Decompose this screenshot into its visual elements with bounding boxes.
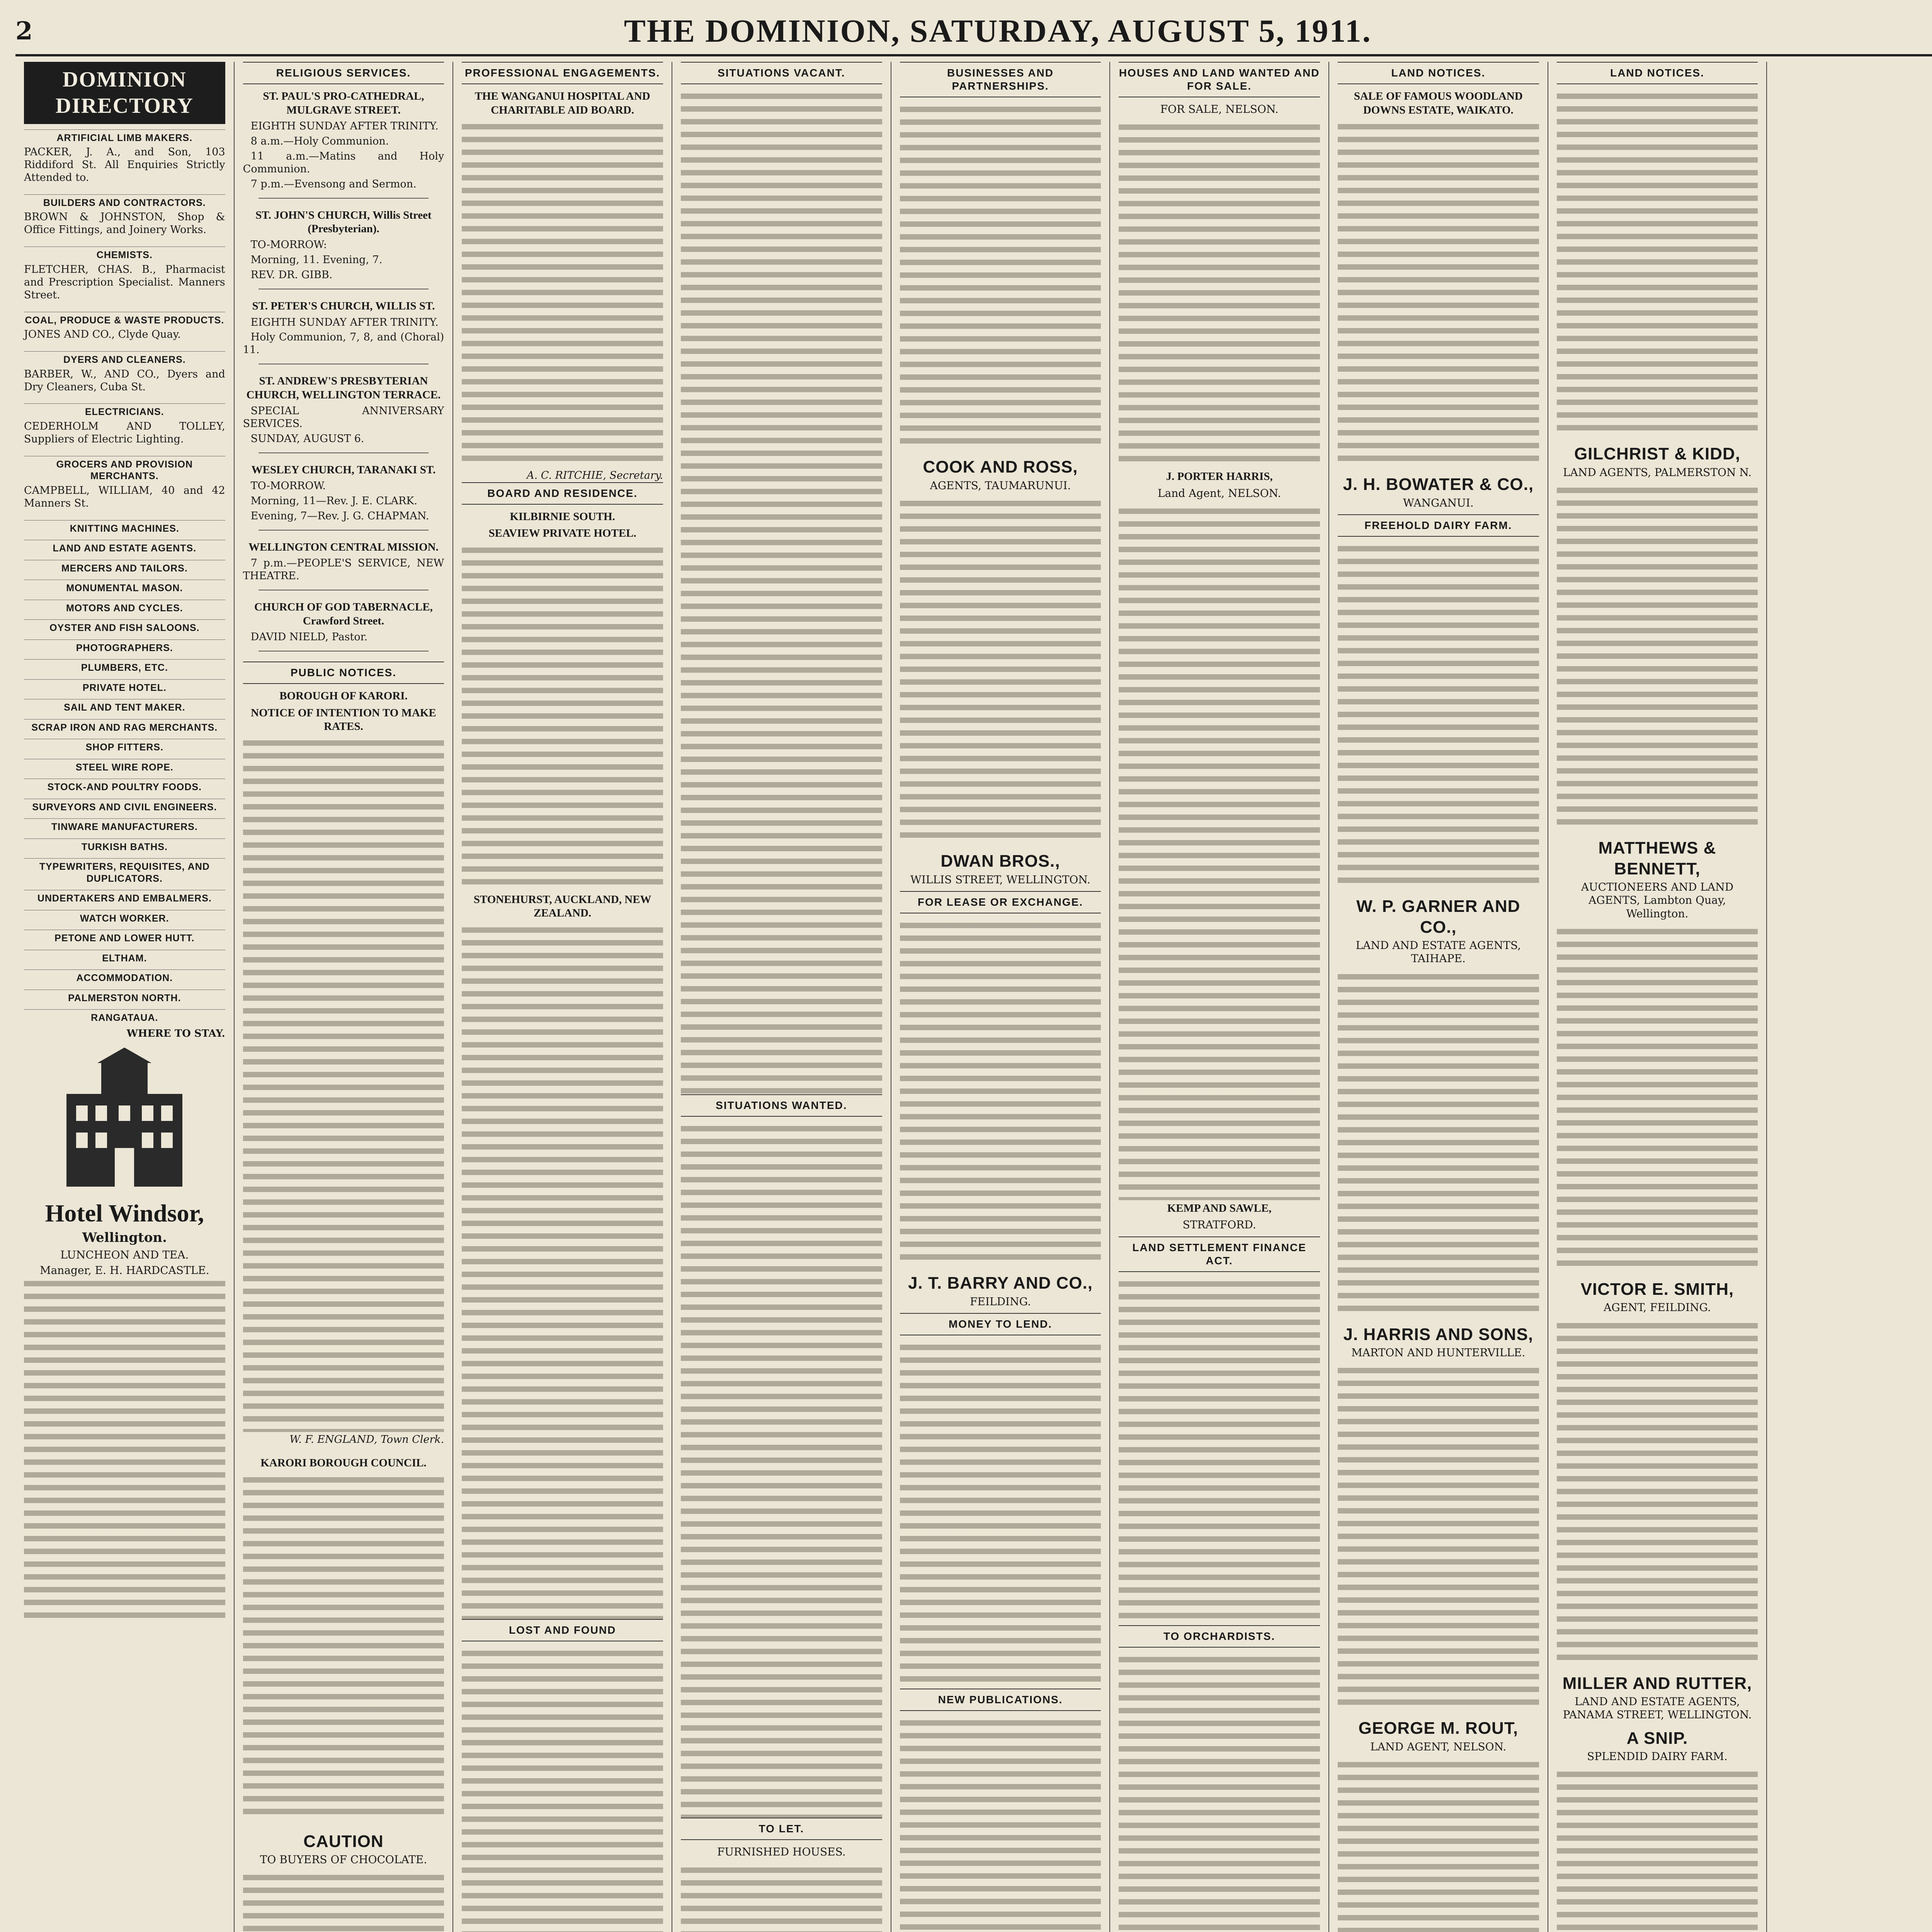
directory-category: MONUMENTAL MASON. [24, 580, 225, 594]
directory-category: RANGATAUA. [24, 1009, 225, 1024]
situations-wanted-body [681, 1122, 882, 1818]
directory-entry: JONES AND CO., Clyde Quay. [24, 328, 181, 341]
orchardists-heading: TO ORCHARDISTS. [1119, 1625, 1320, 1648]
wanganui-hospital-sign: A. C. RITCHIE, Secretary. [527, 469, 663, 481]
board-residence-body [462, 923, 663, 1619]
directory-category: SHOP FITTERS. [24, 739, 225, 753]
caution-sub: TO BUYERS OF CHOCOLATE. [260, 1853, 427, 1866]
businesses-body-2 [900, 497, 1101, 845]
garner-body [1338, 970, 1539, 1318]
matthews-name: MATTHEWS & BENNETT, [1598, 838, 1716, 878]
service-line: TO-MORROW: [250, 239, 327, 251]
situations-vacant-body [681, 90, 882, 1094]
harris-body [1338, 1364, 1539, 1712]
kilbirnie-title: KILBIRNIE SOUTH. [510, 510, 615, 523]
columns [15, 62, 1932, 1932]
religious-list [243, 90, 444, 651]
directory-category: SURVEYORS AND CIVIL ENGINEERS. [24, 799, 225, 813]
rout-name: GEORGE M. ROUT, [1358, 1719, 1519, 1738]
garner-sub: LAND AND ESTATE AGENTS, TAIHAPE. [1355, 939, 1521, 965]
service-line: EIGHTH SUNDAY AFTER TRINITY. [250, 120, 439, 132]
directory-category: PETONE AND LOWER HUTT. [24, 930, 225, 944]
directory-category: CHEMISTS. [24, 247, 225, 261]
stonehurst-title: STONEHURST, AUCKLAND, NEW ZEALAND. [473, 893, 651, 920]
directory-category: SCRAP IRON AND RAG MERCHANTS. [24, 719, 225, 734]
directory-category: ACCOMMODATION. [24, 969, 225, 984]
directory-category: STEEL WIRE ROPE. [24, 759, 225, 774]
where-to-stay: WHERE TO STAY. [126, 1027, 225, 1039]
directory-category: OYSTER AND FISH SALOONS. [24, 619, 225, 634]
lease-exchange-heading: FOR LEASE OR EXCHANGE. [900, 891, 1101, 913]
service-line: 7 p.m.—PEOPLE'S SERVICE, NEW THEATRE. [243, 557, 444, 582]
column-situations [672, 62, 891, 1932]
directory-category: BUILDERS AND CONTRACTORS. [24, 194, 225, 209]
directory-category: WATCH WORKER. [24, 910, 225, 925]
column-land-notices-1 [1329, 62, 1548, 1932]
board-residence-heading: BOARD AND RESIDENCE. [462, 482, 663, 505]
column-religious [235, 62, 454, 1932]
cook-ross-name: COOK AND ROSS, [923, 457, 1078, 477]
bowater-name: J. H. BOWATER & CO., [1343, 474, 1534, 494]
harris-sub: MARTON AND HUNTERVILLE. [1351, 1346, 1526, 1359]
barry-sub: FEILDING. [970, 1295, 1031, 1308]
directory-category: MERCERS AND TAILORS. [24, 560, 225, 575]
service-line: DAVID NIELD, Pastor. [250, 631, 368, 643]
service-title: WESLEY CHURCH, TARANAKI ST. [251, 463, 436, 476]
directory-entry: CAMPBELL, WILLIAM, 40 and 42 Manners St. [24, 484, 225, 509]
cook-ross-sub: AGENTS, TAUMARUNUI. [930, 479, 1071, 492]
hotel-city: Wellington. [82, 1230, 167, 1246]
wanganui-hospital-body [462, 120, 663, 468]
service-line: 11 a.m.—Matins and Holy Communion. [243, 150, 444, 175]
directory-entry: PACKER, J. A., and Son, 103 Riddiford St. All Enquiries Strictly Attended to. [24, 146, 225, 184]
karori-council-body [243, 1473, 444, 1821]
hotel-tagline: LUNCHEON AND TEA. [60, 1248, 189, 1261]
column-houses [1110, 62, 1329, 1932]
businesses-body [900, 103, 1101, 451]
service-divider [259, 198, 429, 199]
situations-vacant-heading: SITUATIONS VACANT. [681, 62, 882, 84]
service-notice [243, 209, 444, 290]
directory-category: SAIL AND TENT MAKER. [24, 699, 225, 714]
service-notice [243, 600, 444, 651]
kemp-sub: STRATFORD. [1182, 1218, 1256, 1231]
service-line: REV. DR. GIBB. [250, 269, 333, 281]
land-notices-body-2 [1557, 90, 1758, 437]
hotel-building-icon [43, 1048, 206, 1194]
hotel-windsor-ad [24, 1048, 225, 1277]
directory-category: PLUMBERS, ETC. [24, 659, 225, 674]
service-notice [243, 463, 444, 531]
service-line: Morning, 11. Evening, 7. [250, 254, 383, 266]
houses-body-2 [1119, 505, 1320, 1200]
karori-notice-sign: W. F. ENGLAND, Town Clerk. [289, 1434, 444, 1446]
masthead [15, 8, 1932, 54]
service-line: EIGHTH SUNDAY AFTER TRINITY. [250, 316, 439, 328]
lease-exchange-body [900, 919, 1101, 1267]
directory-category: TYPEWRITERS, REQUISITES, AND DUPLICATORS. [24, 858, 225, 884]
land-settlement-heading: LAND SETTLEMENT FINANCE ACT. [1119, 1236, 1320, 1272]
gilchrist-name: GILCHRIST & KIDD, [1574, 444, 1741, 464]
garner-name: W. P. GARNER AND CO., [1356, 896, 1520, 937]
rout-body [1338, 1758, 1539, 1932]
directory-text-block [24, 1277, 225, 1625]
woodland-sale-title: SALE OF FAMOUS WOODLAND DOWNS ESTATE, WAIKATO. [1354, 90, 1523, 116]
service-line: Evening, 7—Rev. J. G. CHAPMAN. [250, 510, 429, 522]
directory-category: ARTIFICIAL LIMB MAKERS. [24, 129, 225, 144]
service-line: SPECIAL ANNIVERSARY SERVICES. [243, 405, 444, 430]
money-lend-body [900, 1341, 1101, 1689]
karori-notice [243, 689, 444, 1446]
service-title: ST. ANDREW'S PRESBYTERIAN CHURCH, WELLINGTON TERRACE. [246, 375, 441, 401]
gilchrist-body [1557, 484, 1758, 832]
victor-smith-name: VICTOR E. SMITH, [1580, 1279, 1734, 1299]
column-land-notices-2 [1548, 62, 1767, 1932]
land-notices-heading-1: LAND NOTICES. [1338, 62, 1539, 84]
directory-entry: CEDERHOLM AND TOLLEY, Suppliers of Electric Lighting. [24, 420, 225, 445]
directory-category: TINWARE MANUFACTURERS. [24, 818, 225, 833]
service-line: TO-MORROW. [250, 480, 326, 492]
furnished-houses-sub: FURNISHED HOUSES. [717, 1845, 846, 1859]
service-line: 8 a.m.—Holy Communion. [250, 135, 389, 147]
money-lend-heading: MONEY TO LEND. [900, 1313, 1101, 1335]
miller-name: MILLER AND RUTTER, [1562, 1673, 1752, 1693]
karori-notice-title: BOROUGH OF KARORI. [279, 690, 408, 702]
new-publications-body [900, 1716, 1101, 1932]
orchardists-body [1119, 1653, 1320, 1932]
hotel-manager: Manager, E. H. HARDCASTLE. [39, 1264, 209, 1277]
houses-sub: FOR SALE, NELSON. [1160, 103, 1279, 116]
porter-name: J. PORTER HARRIS, [1166, 470, 1273, 483]
directory-category: TURKISH BATHS. [24, 838, 225, 853]
victor-smith-sub: AGENT, FEILDING. [1604, 1301, 1711, 1314]
seaview-body [462, 544, 663, 891]
matthews-body [1557, 925, 1758, 1273]
directory-category: MOTORS AND CYCLES. [24, 600, 225, 614]
kemp-name: KEMP AND SAWLE, [1167, 1202, 1272, 1214]
situations-wanted-heading: SITUATIONS WANTED. [681, 1094, 882, 1117]
freehold-dairy-heading: FREEHOLD DAIRY FARM. [1338, 514, 1539, 537]
houses-body [1119, 121, 1320, 468]
lost-found-body [462, 1647, 663, 1932]
karori-notice-sub: NOTICE OF INTENTION TO MAKE RATES. [251, 706, 436, 733]
professional-heading: PROFESSIONAL ENGAGEMENTS. [462, 62, 663, 84]
directory-category: COAL, PRODUCE & WASTE PRODUCTS. [24, 312, 225, 327]
public-notices-heading: PUBLIC NOTICES. [243, 662, 444, 684]
to-let-heading: TO LET. [681, 1818, 882, 1840]
karori-council [243, 1456, 444, 1821]
masthead-rule [15, 54, 1932, 56]
directory-category: UNDERTAKERS AND EMBALMERS. [24, 890, 225, 905]
harris-name: J. HARRIS AND SONS, [1343, 1325, 1534, 1344]
snip-sub: SPLENDID DAIRY FARM. [1587, 1750, 1728, 1763]
rout-sub: LAND AGENT, NELSON. [1370, 1740, 1507, 1753]
service-divider [259, 530, 429, 531]
column-businesses [891, 62, 1111, 1932]
caution-body [243, 1871, 444, 1932]
directory-category: STOCK-AND POULTRY FOODS. [24, 779, 225, 793]
directory-entry: BARBER, W., AND CO., Dyers and Dry Cleaners, Cuba St. [24, 368, 225, 393]
karori-council-title: KARORI BOROUGH COUNCIL. [260, 1457, 427, 1469]
caution-title: CAUTION [303, 1832, 384, 1851]
directory-category: ELECTRICIANS. [24, 403, 225, 418]
service-line: Morning, 11—Rev. J. E. CLARK. [250, 495, 418, 507]
service-title: WELLINGTON CENTRAL MISSION. [248, 541, 439, 554]
land-notices-heading-2: LAND NOTICES. [1557, 62, 1758, 84]
to-let-body [681, 1864, 882, 1932]
matthews-sub: AUCTIONEERS AND LAND AGENTS, Lambton Quay, Wellington. [1581, 881, 1734, 920]
directory-title: DOMINION DIRECTORY [24, 62, 225, 124]
lost-found-heading: LOST AND FOUND [462, 1619, 663, 1641]
service-notice [243, 541, 444, 590]
karori-notice-body [243, 736, 444, 1432]
service-notice [243, 90, 444, 198]
businesses-heading: BUSINESSES AND PARTNERSHIPS. [900, 62, 1101, 97]
column-directory [15, 62, 235, 1932]
dwan-sub: WILLIS STREET, WELLINGTON. [910, 873, 1090, 886]
wanganui-hospital-title: THE WANGANUI HOSPITAL AND CHARITABLE AID BOARD. [474, 90, 650, 116]
directory-category: PHOTOGRAPHERS. [24, 639, 225, 654]
victor-smith-body [1557, 1319, 1758, 1667]
directory-category: LAND AND ESTATE AGENTS. [24, 540, 225, 554]
porter-sub: Land Agent, NELSON. [1158, 486, 1281, 500]
snip-title: A SNIP. [1626, 1728, 1688, 1748]
religious-heading: RELIGIOUS SERVICES. [243, 62, 444, 84]
service-title: ST. PAUL'S PRO-CATHEDRAL, MULGRAVE STREET. [263, 90, 424, 116]
column-professional [453, 62, 672, 1932]
service-title: CHURCH OF GOD TABERNACLE, Crawford Street. [254, 601, 433, 627]
service-title: ST. JOHN'S CHURCH, Willis Street (Presbyterian). [255, 209, 432, 235]
directory-entry: BROWN & JOHNSTON, Shop & Office Fittings, and Joinery Works. [24, 211, 225, 236]
directory-list [24, 129, 225, 1024]
new-publications-heading: NEW PUBLICATIONS. [900, 1689, 1101, 1711]
directory-category: PALMERSTON NORTH. [24, 990, 225, 1004]
dwan-name: DWAN BROS., [940, 852, 1060, 871]
freehold-dairy-body [1338, 542, 1539, 890]
service-line: Holy Communion, 7, 8, and (Choral) 11. [243, 331, 444, 356]
woodland-sale-body [1338, 120, 1539, 468]
directory-category: GROCERS AND PROVISION MERCHANTS. [24, 456, 225, 482]
service-title: ST. PETER'S CHURCH, WILLIS ST. [252, 300, 435, 313]
miller-sub: LAND AND ESTATE AGENTS, PANAMA STREET, WELLINGTON. [1563, 1695, 1752, 1721]
service-line: 7 p.m.—Evensong and Sermon. [250, 178, 417, 190]
barry-name: J. T. BARRY AND CO., [908, 1274, 1093, 1293]
hotel-title: Hotel Windsor, [45, 1199, 204, 1227]
bowater-sub: WANGANUI. [1403, 496, 1474, 509]
land-settlement-body [1119, 1277, 1320, 1625]
gilchrist-sub: LAND AGENTS, PALMERSTON N. [1563, 466, 1752, 479]
directory-category: KNITTING MACHINES. [24, 520, 225, 535]
service-line: SUNDAY, AUGUST 6. [250, 432, 364, 445]
directory-category: ELTHAM. [24, 950, 225, 964]
directory-category: DYERS AND CLEANERS. [24, 351, 225, 366]
snip-body [1557, 1768, 1758, 1932]
service-notice [243, 299, 444, 364]
paper-title: THE DOMINION, SATURDAY, AUGUST 5, 1911. [624, 13, 1372, 49]
service-divider [259, 452, 429, 453]
directory-category: PRIVATE HOTEL. [24, 679, 225, 694]
directory-entry: FLETCHER, CHAS. B., Pharmacist and Prescription Specialist. Manners Street. [24, 263, 225, 301]
seaview-title: SEAVIEW PRIVATE HOTEL. [488, 527, 636, 540]
service-notice [243, 374, 444, 453]
page-number: 2 [15, 16, 33, 46]
houses-heading: HOUSES AND LAND WANTED AND FOR SALE. [1119, 62, 1320, 97]
